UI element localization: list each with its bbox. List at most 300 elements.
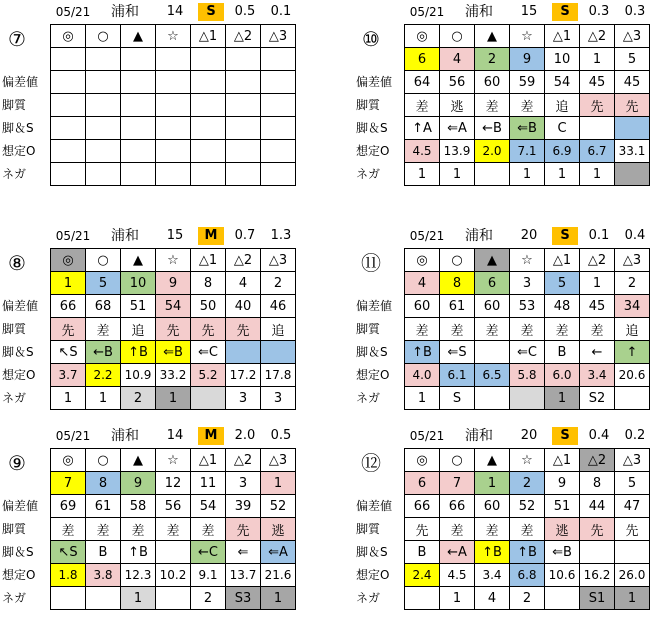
table-cell <box>156 48 191 71</box>
table-cell: 1 <box>580 272 615 295</box>
table-cell: 4.5 <box>440 564 475 587</box>
table-cell: 先 <box>51 318 86 341</box>
table-cell <box>156 117 191 140</box>
table-row <box>405 71 650 94</box>
table-cell: 16.2 <box>580 564 615 587</box>
table-cell: 7 <box>51 472 86 495</box>
table-cell: 6.0 <box>545 364 580 387</box>
table-row <box>51 48 296 71</box>
table-row <box>405 495 650 518</box>
header-date: 05/21 <box>409 429 445 443</box>
table-cell: 8 <box>191 272 226 295</box>
table-cell: 先 <box>156 318 191 341</box>
column-header: ◎ <box>51 449 86 472</box>
table-cell: 54 <box>156 295 191 318</box>
table-cell: 追 <box>615 318 650 341</box>
row-label-hensachi: 偏差値 <box>2 75 39 89</box>
table-cell: S2 <box>580 387 615 410</box>
column-header: △2 <box>226 449 261 472</box>
column-header: ○ <box>86 25 121 48</box>
table-cell: B <box>545 341 580 364</box>
table-cell: 20.6 <box>615 364 650 387</box>
table-cell <box>475 341 510 364</box>
table-cell <box>51 140 86 163</box>
panel-header <box>50 224 350 246</box>
header-date: 05/21 <box>409 229 445 243</box>
table-cell: ← <box>580 341 615 364</box>
column-header: △2 <box>580 25 615 48</box>
table-cell: 66 <box>440 495 475 518</box>
race-table <box>50 448 296 610</box>
panel-header <box>50 424 350 446</box>
table-cell <box>86 94 121 117</box>
table-cell: 1 <box>440 163 475 186</box>
race-table <box>404 448 650 610</box>
race-panel-p12 <box>356 424 668 624</box>
table-cell: 1 <box>156 387 191 410</box>
table-cell <box>51 71 86 94</box>
table-cell: 5.2 <box>191 364 226 387</box>
table-row <box>51 587 296 610</box>
table-cell: 2 <box>121 387 156 410</box>
table-cell: 45 <box>580 295 615 318</box>
table-cell: 50 <box>191 295 226 318</box>
column-header: △3 <box>615 249 650 272</box>
column-header: ◎ <box>405 25 440 48</box>
table-cell: ↑B <box>405 341 440 364</box>
table-cell: 6.7 <box>580 140 615 163</box>
table-cell: ⇐B <box>156 341 191 364</box>
header-venue: 浦和 <box>465 428 493 444</box>
table-cell <box>226 71 261 94</box>
table-cell: 34 <box>615 295 650 318</box>
table-cell: 52 <box>510 495 545 518</box>
table-cell <box>226 163 261 186</box>
row-label-kyakuS: 脚＆S <box>2 345 34 359</box>
column-header: ▲ <box>121 249 156 272</box>
table-cell: 1 <box>261 587 296 610</box>
table-cell: ↑B <box>510 541 545 564</box>
race-table <box>404 248 650 410</box>
table-cell: B <box>405 541 440 564</box>
table-row <box>405 518 650 541</box>
column-header: ▲ <box>475 449 510 472</box>
table-row <box>405 341 650 364</box>
table-cell: 2 <box>510 472 545 495</box>
table-cell: 逃 <box>440 94 475 117</box>
row-label-kyakuS: 脚＆S <box>2 545 34 559</box>
table-cell: 51 <box>545 495 580 518</box>
table-cell: 45 <box>580 71 615 94</box>
table-cell: 2 <box>475 48 510 71</box>
table-cell: 逃 <box>261 518 296 541</box>
table-cell: ↖S <box>51 541 86 564</box>
header-v1: 0.7 <box>234 228 256 243</box>
table-cell: 差 <box>580 318 615 341</box>
table-cell: 2 <box>615 272 650 295</box>
table-cell: 差 <box>510 94 545 117</box>
table-cell: 8 <box>86 472 121 495</box>
header-v1: 0.1 <box>588 228 610 243</box>
header-date: 05/21 <box>55 229 91 243</box>
table-cell: 9 <box>510 48 545 71</box>
header-v1: 0.4 <box>588 428 610 443</box>
table-cell: 差 <box>440 518 475 541</box>
race-number: ⑨ <box>8 451 26 475</box>
column-header: ☆ <box>156 249 191 272</box>
table-cell: ↖S <box>51 341 86 364</box>
table-cell: ⇐ <box>226 541 261 564</box>
table-cell: 60 <box>475 495 510 518</box>
table-cell <box>226 48 261 71</box>
table-cell: 10 <box>545 48 580 71</box>
race-table <box>50 24 296 186</box>
table-cell: 差 <box>475 518 510 541</box>
row-label-hensachi: 偏差値 <box>356 75 393 89</box>
column-header: △3 <box>615 449 650 472</box>
table-cell: 10.9 <box>121 364 156 387</box>
table-cell: 先 <box>580 94 615 117</box>
table-cell: 追 <box>121 318 156 341</box>
table-cell: 12 <box>156 472 191 495</box>
table-cell: 先 <box>226 318 261 341</box>
table-cell <box>156 163 191 186</box>
table-cell: 6.1 <box>440 364 475 387</box>
table-cell: 4 <box>475 587 510 610</box>
table-cell <box>86 587 121 610</box>
row-label-hensachi: 偏差値 <box>2 499 39 513</box>
table-cell <box>405 587 440 610</box>
row-label-nega: ネガ <box>356 591 381 605</box>
table-row <box>51 518 296 541</box>
table-cell: 10.2 <box>156 564 191 587</box>
table-cell <box>261 71 296 94</box>
table-cell: 差 <box>475 318 510 341</box>
table-cell: 1 <box>615 587 650 610</box>
row-label-sotei: 想定O <box>2 144 36 158</box>
table-cell <box>261 117 296 140</box>
row-label-sotei: 想定O <box>2 368 36 382</box>
table-cell: 61 <box>86 495 121 518</box>
column-header: ○ <box>86 449 121 472</box>
column-header: △3 <box>261 249 296 272</box>
table-cell: 1 <box>580 163 615 186</box>
column-header: ○ <box>440 249 475 272</box>
table-cell: 17.2 <box>226 364 261 387</box>
row-label-hensachi: 偏差値 <box>356 299 393 313</box>
header-count: 14 <box>166 4 184 19</box>
table-cell: 5 <box>615 472 650 495</box>
column-header: ○ <box>86 249 121 272</box>
table-cell: 9 <box>156 272 191 295</box>
table-cell: 66 <box>405 495 440 518</box>
header-pace: S <box>198 3 224 21</box>
table-cell <box>156 94 191 117</box>
header-v2: 1.3 <box>270 228 292 243</box>
column-header: ▲ <box>121 25 156 48</box>
table-cell: 1 <box>510 163 545 186</box>
table-cell <box>156 587 191 610</box>
row-label-kyakuS: 脚＆S <box>356 345 388 359</box>
column-header: ▲ <box>121 449 156 472</box>
table-cell: 先 <box>615 518 650 541</box>
column-header: △3 <box>261 449 296 472</box>
table-row <box>405 564 650 587</box>
column-header: ▲ <box>475 249 510 272</box>
table-cell: 51 <box>121 295 156 318</box>
table-cell: 9 <box>121 472 156 495</box>
table-cell <box>615 117 650 140</box>
table-cell: B <box>86 541 121 564</box>
table-row <box>51 472 296 495</box>
table-cell: 46 <box>261 295 296 318</box>
table-cell: ↑A <box>405 117 440 140</box>
table-row <box>51 541 296 564</box>
table-cell: 17.8 <box>261 364 296 387</box>
table-cell: 2 <box>510 587 545 610</box>
column-header: ☆ <box>156 25 191 48</box>
header-venue: 浦和 <box>465 228 493 244</box>
table-cell: 3.8 <box>86 564 121 587</box>
table-cell: 47 <box>615 495 650 518</box>
table-row <box>51 341 296 364</box>
table-cell: 1 <box>261 472 296 495</box>
row-label-kyakushitsu: 脚質 <box>356 98 381 112</box>
header-v2: 0.3 <box>624 4 646 19</box>
column-header: ○ <box>440 449 475 472</box>
table-cell: 56 <box>440 71 475 94</box>
table-cell: 7.1 <box>510 140 545 163</box>
column-header: ○ <box>440 25 475 48</box>
table-row <box>405 295 650 318</box>
column-header: △2 <box>580 449 615 472</box>
table-cell: 差 <box>86 518 121 541</box>
panel-header <box>50 0 350 22</box>
table-cell: 6.8 <box>510 564 545 587</box>
table-cell: ←B <box>86 341 121 364</box>
table-cell: 差 <box>156 518 191 541</box>
table-cell: 4 <box>405 272 440 295</box>
table-cell: 差 <box>510 518 545 541</box>
table-cell: ↑B <box>121 541 156 564</box>
header-v1: 0.3 <box>588 4 610 19</box>
table-cell: 5 <box>615 48 650 71</box>
table-cell: 先 <box>615 94 650 117</box>
table-cell: 11 <box>191 472 226 495</box>
table-cell <box>261 140 296 163</box>
table-cell: 7 <box>440 472 475 495</box>
table-row <box>405 387 650 410</box>
table-cell: 6.5 <box>475 364 510 387</box>
row-label-nega: ネガ <box>2 167 27 181</box>
table-row <box>51 140 296 163</box>
column-header: ▲ <box>475 25 510 48</box>
table-row <box>405 364 650 387</box>
table-cell: 5 <box>86 272 121 295</box>
header-pace: M <box>198 227 224 245</box>
table-cell: 2 <box>261 272 296 295</box>
table-row <box>405 140 650 163</box>
table-cell: 1 <box>440 587 475 610</box>
table-cell: 1 <box>86 387 121 410</box>
header-date: 05/21 <box>55 5 91 19</box>
table-cell: 追 <box>261 318 296 341</box>
header-count: 15 <box>520 4 538 19</box>
race-number: ⑪ <box>361 251 381 275</box>
panel-header <box>404 0 668 22</box>
column-header: △2 <box>226 249 261 272</box>
table-cell <box>226 94 261 117</box>
table-cell <box>121 71 156 94</box>
table-cell: 差 <box>51 518 86 541</box>
table-cell: 2.4 <box>405 564 440 587</box>
column-header: △1 <box>191 249 226 272</box>
table-cell <box>261 163 296 186</box>
table-cell <box>156 140 191 163</box>
table-cell <box>86 117 121 140</box>
table-cell: 1 <box>51 272 86 295</box>
table-cell: ⇐B <box>510 117 545 140</box>
table-cell: 68 <box>86 295 121 318</box>
table-cell: 4.0 <box>405 364 440 387</box>
row-label-kyakuS: 脚＆S <box>2 121 34 135</box>
header-date: 05/21 <box>55 429 91 443</box>
row-label-kyakushitsu: 脚質 <box>356 322 381 336</box>
table-cell <box>191 387 226 410</box>
race-panel-p8 <box>2 224 350 424</box>
table-cell <box>475 387 510 410</box>
table-cell <box>51 587 86 610</box>
table-cell: 差 <box>121 518 156 541</box>
header-v2: 0.1 <box>270 4 292 19</box>
table-cell: 33.2 <box>156 364 191 387</box>
table-cell: 56 <box>156 495 191 518</box>
table-cell <box>121 94 156 117</box>
table-cell <box>615 387 650 410</box>
table-cell <box>156 71 191 94</box>
table-cell <box>51 117 86 140</box>
table-cell: 52 <box>261 495 296 518</box>
header-v2: 0.4 <box>624 228 646 243</box>
table-cell <box>86 140 121 163</box>
table-row <box>51 295 296 318</box>
table-cell: 1.8 <box>51 564 86 587</box>
table-cell: 60 <box>405 295 440 318</box>
table-cell <box>226 117 261 140</box>
table-cell: ⇐C <box>510 341 545 364</box>
panel-header <box>404 424 668 446</box>
row-label-kyakuS: 脚＆S <box>356 121 388 135</box>
table-cell: 60 <box>475 71 510 94</box>
header-pace: S <box>552 427 578 445</box>
row-label-nega: ネガ <box>356 167 381 181</box>
column-header: ☆ <box>156 449 191 472</box>
table-cell: 9.1 <box>191 564 226 587</box>
table-cell <box>261 94 296 117</box>
column-header: ☆ <box>510 249 545 272</box>
table-cell: 45 <box>615 71 650 94</box>
column-header: ◎ <box>405 449 440 472</box>
table-cell <box>226 341 261 364</box>
row-label-kyakuS: 脚＆S <box>356 545 388 559</box>
table-cell: ⇐A <box>261 541 296 564</box>
table-cell: 9 <box>545 472 580 495</box>
table-cell: 1 <box>405 387 440 410</box>
race-panel-p11 <box>356 224 668 424</box>
table-cell: 差 <box>440 318 475 341</box>
table-row <box>51 318 296 341</box>
table-cell: 58 <box>121 495 156 518</box>
table-cell <box>191 140 226 163</box>
row-label-hensachi: 偏差値 <box>2 299 39 313</box>
race-number: ⑫ <box>361 451 381 475</box>
table-cell <box>261 341 296 364</box>
table-cell: 3 <box>226 387 261 410</box>
table-row <box>51 71 296 94</box>
row-label-nega: ネガ <box>2 591 27 605</box>
table-cell: 3.7 <box>51 364 86 387</box>
table-row <box>405 318 650 341</box>
column-header: ☆ <box>510 449 545 472</box>
table-cell: 1 <box>475 472 510 495</box>
table-row <box>405 163 650 186</box>
table-cell: 40 <box>226 295 261 318</box>
column-header: ◎ <box>51 25 86 48</box>
row-label-kyakushitsu: 脚質 <box>2 98 27 112</box>
table-cell <box>475 163 510 186</box>
table-cell: 6 <box>405 472 440 495</box>
table-cell: 1 <box>121 587 156 610</box>
column-header: ◎ <box>51 249 86 272</box>
table-cell <box>86 48 121 71</box>
table-cell <box>261 48 296 71</box>
table-cell: ⇐C <box>191 341 226 364</box>
table-row <box>405 587 650 610</box>
table-cell <box>121 163 156 186</box>
table-cell: 3 <box>510 272 545 295</box>
table-cell: 6.9 <box>545 140 580 163</box>
table-row <box>51 94 296 117</box>
table-cell: 59 <box>510 71 545 94</box>
header-count: 14 <box>166 428 184 443</box>
table-row <box>51 117 296 140</box>
table-cell <box>51 48 86 71</box>
table-row <box>405 541 650 564</box>
column-header: △1 <box>191 449 226 472</box>
table-cell: 10 <box>121 272 156 295</box>
race-number: ⑩ <box>362 27 380 51</box>
header-count: 15 <box>166 228 184 243</box>
table-row <box>405 117 650 140</box>
column-header: △2 <box>580 249 615 272</box>
row-label-kyakushitsu: 脚質 <box>2 522 27 536</box>
table-cell: 5 <box>545 272 580 295</box>
table-cell: 69 <box>51 495 86 518</box>
table-row <box>51 387 296 410</box>
table-cell <box>615 163 650 186</box>
table-cell: ⇐S <box>440 341 475 364</box>
header-venue: 浦和 <box>111 228 139 244</box>
panel-header <box>404 224 668 246</box>
table-cell: 1 <box>51 387 86 410</box>
table-cell <box>226 140 261 163</box>
table-cell: 先 <box>580 518 615 541</box>
table-cell: 13.9 <box>440 140 475 163</box>
table-cell: ←B <box>475 117 510 140</box>
table-cell: 12.3 <box>121 564 156 587</box>
row-label-sotei: 想定O <box>356 144 390 158</box>
header-pace: S <box>552 3 578 21</box>
